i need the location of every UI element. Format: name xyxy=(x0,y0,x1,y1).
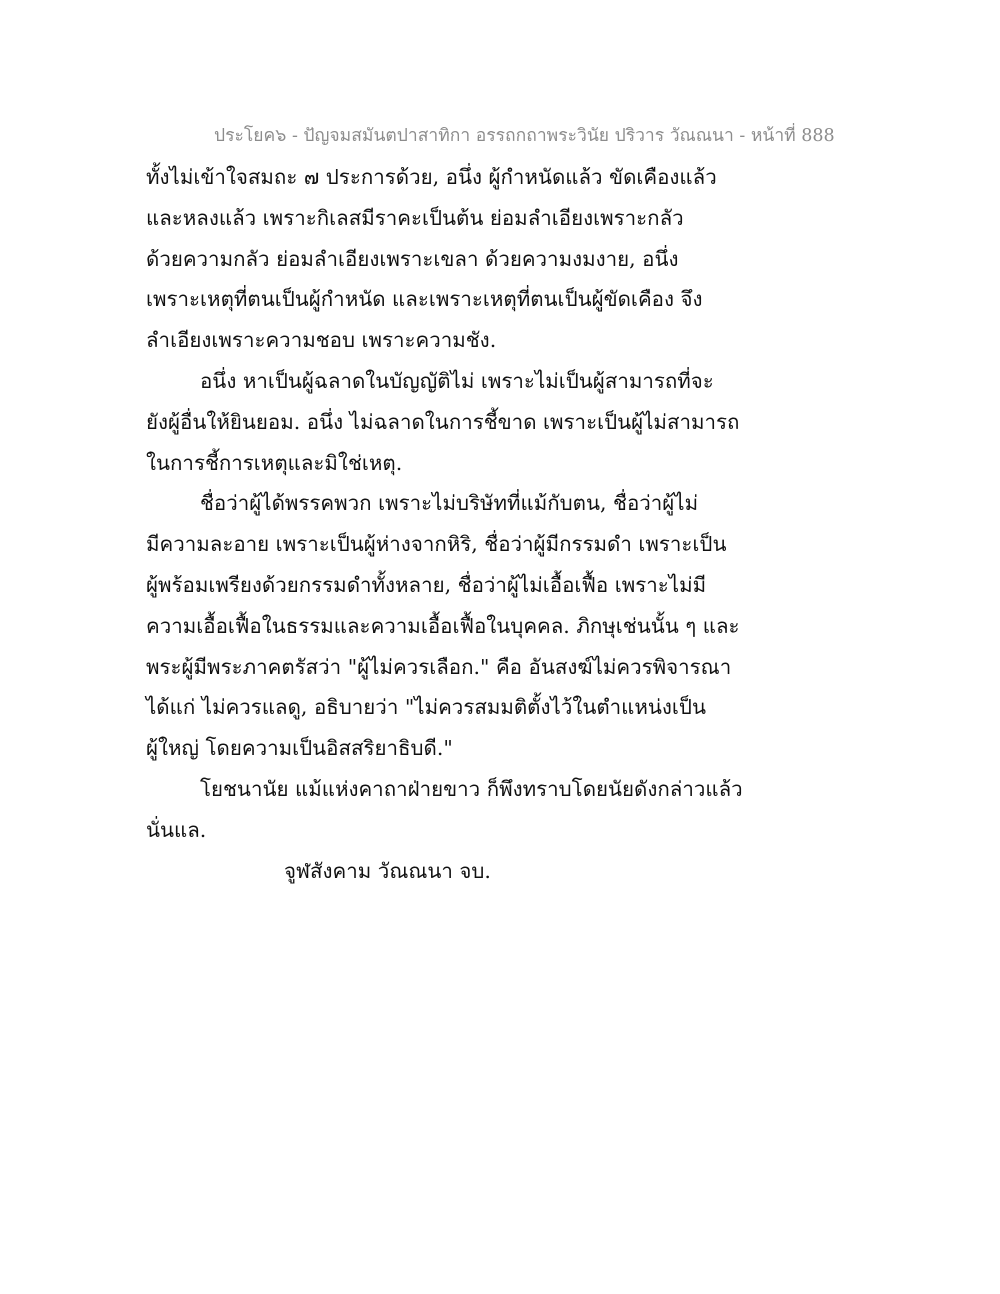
text-line: ลำเอียงเพราะความชอบ เพราะความชัง. xyxy=(146,328,497,353)
text-line: ผู้ใหญ่ โดยความเป็นอิสสริยาธิบดี." xyxy=(146,736,453,761)
body-text xyxy=(146,157,743,891)
paragraph-first-line: โยชนานัย แม้แห่งคาถาฝ่ายขาว ก็พึงทราบโดยนัยดังกล่าวแล้ว xyxy=(200,776,743,801)
text-line: มีความละอาย เพราะเป็นผู้ห่างจากหิริ, ชื่อว่าผู้มีกรรมดำ เพราะเป็น xyxy=(146,532,727,557)
text-line: พระผู้มีพระภาคตรัสว่า "ผู้ไม่ควรเลือก." คือ อันสงฆ์ไม่ควรพิจารณา xyxy=(146,654,732,679)
text-line: เพราะเหตุที่ตนเป็นผู้กำหนัด และเพราะเหตุที่ตนเป็นผู้ขัดเคือง จึง xyxy=(146,287,703,312)
text-line: ได้แก่ ไม่ควรแลดู, อธิบายว่า "ไม่ควรสมมติตั้งไว้ในตำแหน่งเป็น xyxy=(146,695,706,720)
text-line: ในการชี้การเหตุและมิใช่เหตุ. xyxy=(146,450,403,475)
paragraph-first-line: อนึ่ง หาเป็นผู้ฉลาดในบัญญัติไม่ เพราะไม่เป็นผู้สามารถที่จะ xyxy=(200,368,714,393)
text-line: ความเอื้อเฟื้อในธรรมและความเอื้อเฟื้อในบุคคล. ภิกษุเช่นนั้น ๆ และ xyxy=(146,613,740,638)
text-line: ยังผู้อื่นให้ยินยอม. อนึ่ง ไม่ฉลาดในการชี้ขาด เพราะเป็นผู้ไม่สามารถ xyxy=(146,409,740,434)
paragraph-first-line: ชื่อว่าผู้ได้พรรคพวก เพราะไม่บริษัทที่แม้กับตน, ชื่อว่าผู้ไม่ xyxy=(200,491,699,516)
running-header: ประโยค๖ - ปัญจมสมันตปาสาทิกา อรรถกถาพระวินัย ปริวาร วัณณนา - หน้าที่ 888 xyxy=(214,126,835,146)
section-end-line: จูฬสังคาม วัณณนา จบ. xyxy=(284,858,491,883)
text-line: ผู้พร้อมเพรียงด้วยกรรมดำทั้งหลาย, ชื่อว่าผู้ไม่เอื้อเฟื้อ เพราะไม่มี xyxy=(146,572,707,597)
text-line: และหลงแล้ว เพราะกิเลสมีราคะเป็นต้น ย่อมลำเอียงเพราะกลัว xyxy=(146,205,684,230)
text-line: ด้วยความกลัว ย่อมลำเอียงเพราะเขลา ด้วยความงมงาย, อนึ่ง xyxy=(146,246,679,271)
text-line: ทั้งไม่เข้าใจสมถะ ๗ ประการด้วย, อนึ่ง ผู้กำหนัดแล้ว ขัดเคืองแล้ว xyxy=(146,165,717,189)
text-line: นั่นแล. xyxy=(146,817,207,842)
